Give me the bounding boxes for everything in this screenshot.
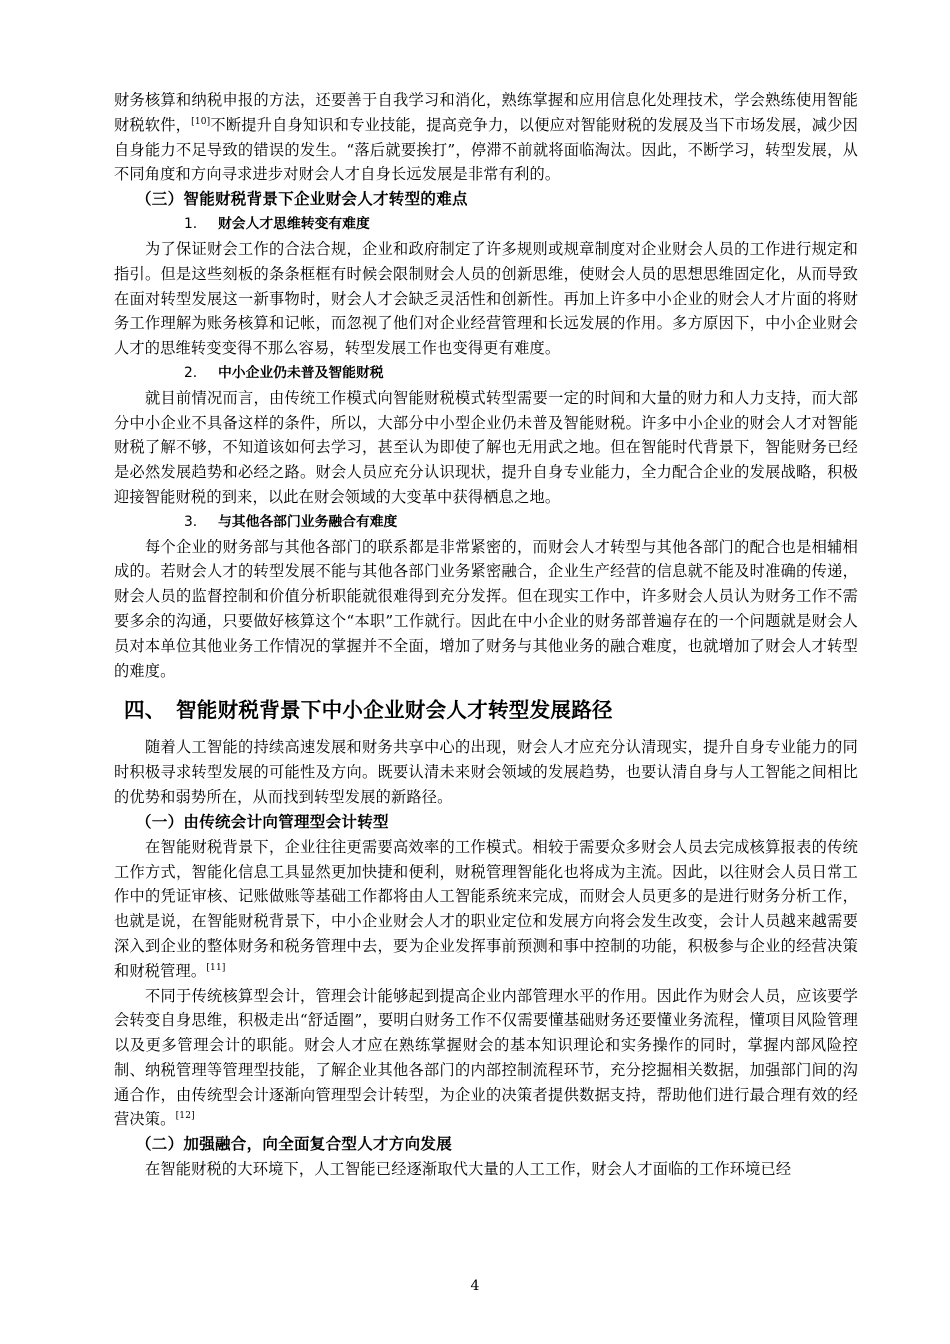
citation-marker: [10] <box>191 116 211 127</box>
citation-marker: [12] <box>175 1111 195 1122</box>
heading-number: 1. <box>184 216 198 233</box>
body-paragraph <box>114 984 858 1133</box>
numbered-heading <box>114 510 858 535</box>
citation-marker: [11] <box>206 962 226 973</box>
body-paragraph <box>114 386 858 510</box>
section-number: 四、 <box>124 698 166 723</box>
heading-number: 3. <box>184 513 198 530</box>
body-paragraph <box>114 835 858 984</box>
body-paragraph <box>114 237 858 361</box>
subsection-heading: （二）加强融合，向全面复合型人才方向发展 <box>136 1135 453 1154</box>
page-body <box>114 88 858 1182</box>
paragraph-text: 随着人工智能的持续高速发展和财务共享中心的出现，财会人才应充分认清现实，提升自身专业能力的同时积极寻求转型发展的可能性及方向。既要认清未来财会领域的发展趋势，也要认清自身与人工智能之间相比的优势和弱势所在，从而找到转型发展的新路径。 <box>114 738 858 806</box>
paragraph-text: 每个企业的财务部与其他各部门的联系都是非常紧密的，而财会人才转型与其他各部门的配合也是相辅相成的。若财会人才的转型发展不能与其他各部门业务紧密融合，企业生产经营的信息就不能及时准确的传递，财会人员的监督控制和价值分析职能就很难得到充分发挥。但在现实工作中，许多财会人员认为财务工作不需要多余的沟通，只要做好核算这个“本职”工作就行。因此在中小企业的财务部普遍存在的一个问题就是财会人员对本单位其他业务工作情况的掌握并不全面，增加了财务与其他业务的融合难度，也就增加了财会人才转型的难度。 <box>114 537 858 680</box>
heading-text: 与其他各部门业务融合有难度 <box>218 513 398 530</box>
heading-number: 2. <box>184 364 198 381</box>
numbered-heading <box>114 212 858 237</box>
heading-text: 财会人才思维转变有难度 <box>218 216 370 233</box>
paragraph-text-continued: 不断提升自身知识和专业技能，提高竞争力，以便应对智能财税的发展及当下市场发展，减少因自身能力不足导致的错误的发生。“落后就要挨打”，停滞不前就将面临淘汰。因此，不断学习，转型发展，从不同角度和方向寻求进步对财会人才自身长远发展是非常有利的。 <box>114 115 859 184</box>
numbered-heading <box>114 361 858 386</box>
paragraph-text: 在智能财税的大环境下，人工智能已经逐渐取代大量的人工工作，财会人才面临的工作环境已经 <box>145 1160 792 1179</box>
paragraph-text: 财务核算和纳税申报的方法，还要善于自我学习和消化，熟练掌握和应用信息化处理技术，学会熟练使用智能财税软件， <box>114 91 858 134</box>
body-paragraph <box>114 88 858 187</box>
section-heading <box>114 695 858 725</box>
paragraph-text: 不同于传统核算型会计，管理会计能够起到提高企业内部管理水平的作用。因此作为财会人员，应该要学会转变自身思维，积极走出“舒适圈”，要明白财务工作不仅需要懂基础财务还要懂业务流程，懂项目风险管理以及更多管理会计的职能。财会人才应在熟练掌握财会的基本知识理论和实务操作的同时，掌握内部风险控制、纳税管理等管理型技能，了解企业其他各部门的内部控制流程环节，充分挖掘相关数据，加强部门间的沟通合作，由传统型会计逐渐向管理型会计转型，为企业的决策者提供数据支持，帮助他们进行最合理有效的经营决策。 <box>114 986 858 1129</box>
section-title: 智能财税背景下中小企业财会人才转型发展路径 <box>176 698 613 723</box>
body-paragraph <box>114 735 858 809</box>
heading-text: 中小企业仍未普及智能财税 <box>218 364 384 381</box>
body-paragraph <box>114 1157 858 1182</box>
subsection-heading: （一）由传统会计向管理型会计转型 <box>136 812 389 831</box>
paragraph-text: 为了保证财会工作的合法合规，企业和政府制定了许多规则或规章制度对企业财会人员的工作进行规定和指引。但是这些刻板的条条框框有时候会限制财会人员的创新思维，使财会人员的思想思维固定化，从而导致在面对转型发展这一新事物时，财会人才会缺乏灵活性和创新性。再加上许多中小企业的财会人才片面的将财务工作理解为账务核算和记帐，而忽视了他们对企业经营管理和长远发展的作用。多方原因下，中小企业财会人才的思维转变变得不那么容易，转型发展工作也变得更有难度。 <box>114 239 858 358</box>
page-number: 4 <box>470 1278 480 1294</box>
body-paragraph <box>114 535 858 684</box>
paragraph-text: 就目前情况而言，由传统工作模式向智能财税模式转型需要一定的时间和大量的财力和人力支持，而大部分中小企业不具备这样的条件，所以，大部分中小型企业仍未普及智能财税。许多中小企业的财会人才对智能财税了解不够，不知道该如何去学习，甚至认为即使了解也无用武之地。但在智能时代背景下，智能财务已经是必然发展趋势和必经之路。财会人员应充分认识现状，提升自身专业能力，全力配合企业的发展战略，积极迎接智能财税的到来，以此在财会领域的大变革中获得栖息之地。 <box>114 388 858 506</box>
paragraph-text: 在智能财税背景下，企业往往更需要高效率的工作模式。相较于需要众多财会人员去完成核算报表的传统工作方式，智能化信息工具显然更加快捷和便利，财税管理智能化也将成为主流。因此，以往财会人员日常工作中的凭证审核、记账做账等基础工作都将由人工智能系统来完成，而财会人员更多的是进行财务分析工作，也就是说，在智能财税背景下，中小企业财会人才的职业定位和发展方向将会发生改变，会计人员越来越需要深入到企业的整体财务和税务管理中去，要为企业发挥事前预测和事中控制的功能，积极参与企业的经营决策和财税管理。 <box>114 837 858 980</box>
subsection-heading: （三）智能财税背景下企业财会人才转型的难点 <box>136 190 468 209</box>
